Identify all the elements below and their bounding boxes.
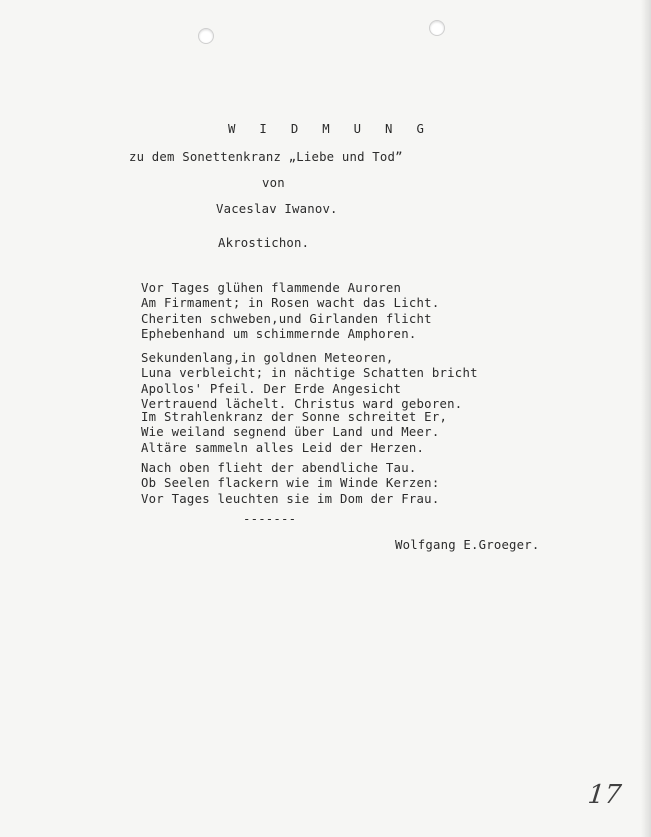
document-subtitle: zu dem Sonettenkranz „Liebe und Tod” (129, 150, 403, 164)
punch-hole-left (198, 28, 214, 44)
poem-line: Im Strahlenkranz der Sonne schreitet Er, (141, 410, 448, 424)
poem-line: Ephebenhand um schimmernde Amphoren. (141, 326, 417, 341)
poem-line: Luna verbleicht; in nächtige Schatten bricht (141, 366, 478, 381)
poem-line: Vertrauend lächelt. Christus ward geboren. (141, 396, 463, 411)
poem-line: Am Firmament; in Rosen wacht das Licht. (141, 296, 440, 311)
author-name: Vaceslav Iwanov. (216, 202, 338, 216)
poem-line: Apollos' Pfeil. Der Erde Angesicht (141, 381, 402, 396)
stanza-4 (141, 461, 439, 507)
poem-line: Sekundenlang,in goldnen Meteoren, (141, 351, 394, 365)
page-edge-shadow (641, 0, 651, 837)
poem-line: Cheriten schweben,und Girlanden flicht (141, 311, 432, 326)
stanza-3 (141, 410, 447, 456)
divider-line: ------- (243, 512, 297, 526)
poem-line: Vor Tages leuchten sie im Dom der Frau. (141, 491, 440, 506)
von-line: von (262, 176, 285, 190)
stanza-2 (141, 351, 478, 412)
stanza-1 (141, 281, 439, 342)
poem-line: Wie weiland segnend über Land und Meer. (141, 425, 440, 440)
signature: Wolfgang E.Groeger. (395, 538, 540, 552)
poem-line: Vor Tages glühen flammende Auroren (141, 281, 402, 295)
handwritten-page-number: 17 (586, 780, 623, 810)
poem-line: Nach oben flieht der abendliche Tau. (141, 461, 417, 475)
poem-line: Altäre sammeln alles Leid der Herzen. (141, 440, 425, 455)
document-title: W I D M U N G (228, 122, 433, 136)
poem-line: Ob Seelen flackern wie im Winde Kerzen: (141, 476, 440, 491)
poem-form: Akrostichon. (218, 236, 310, 250)
punch-hole-right (429, 20, 445, 36)
